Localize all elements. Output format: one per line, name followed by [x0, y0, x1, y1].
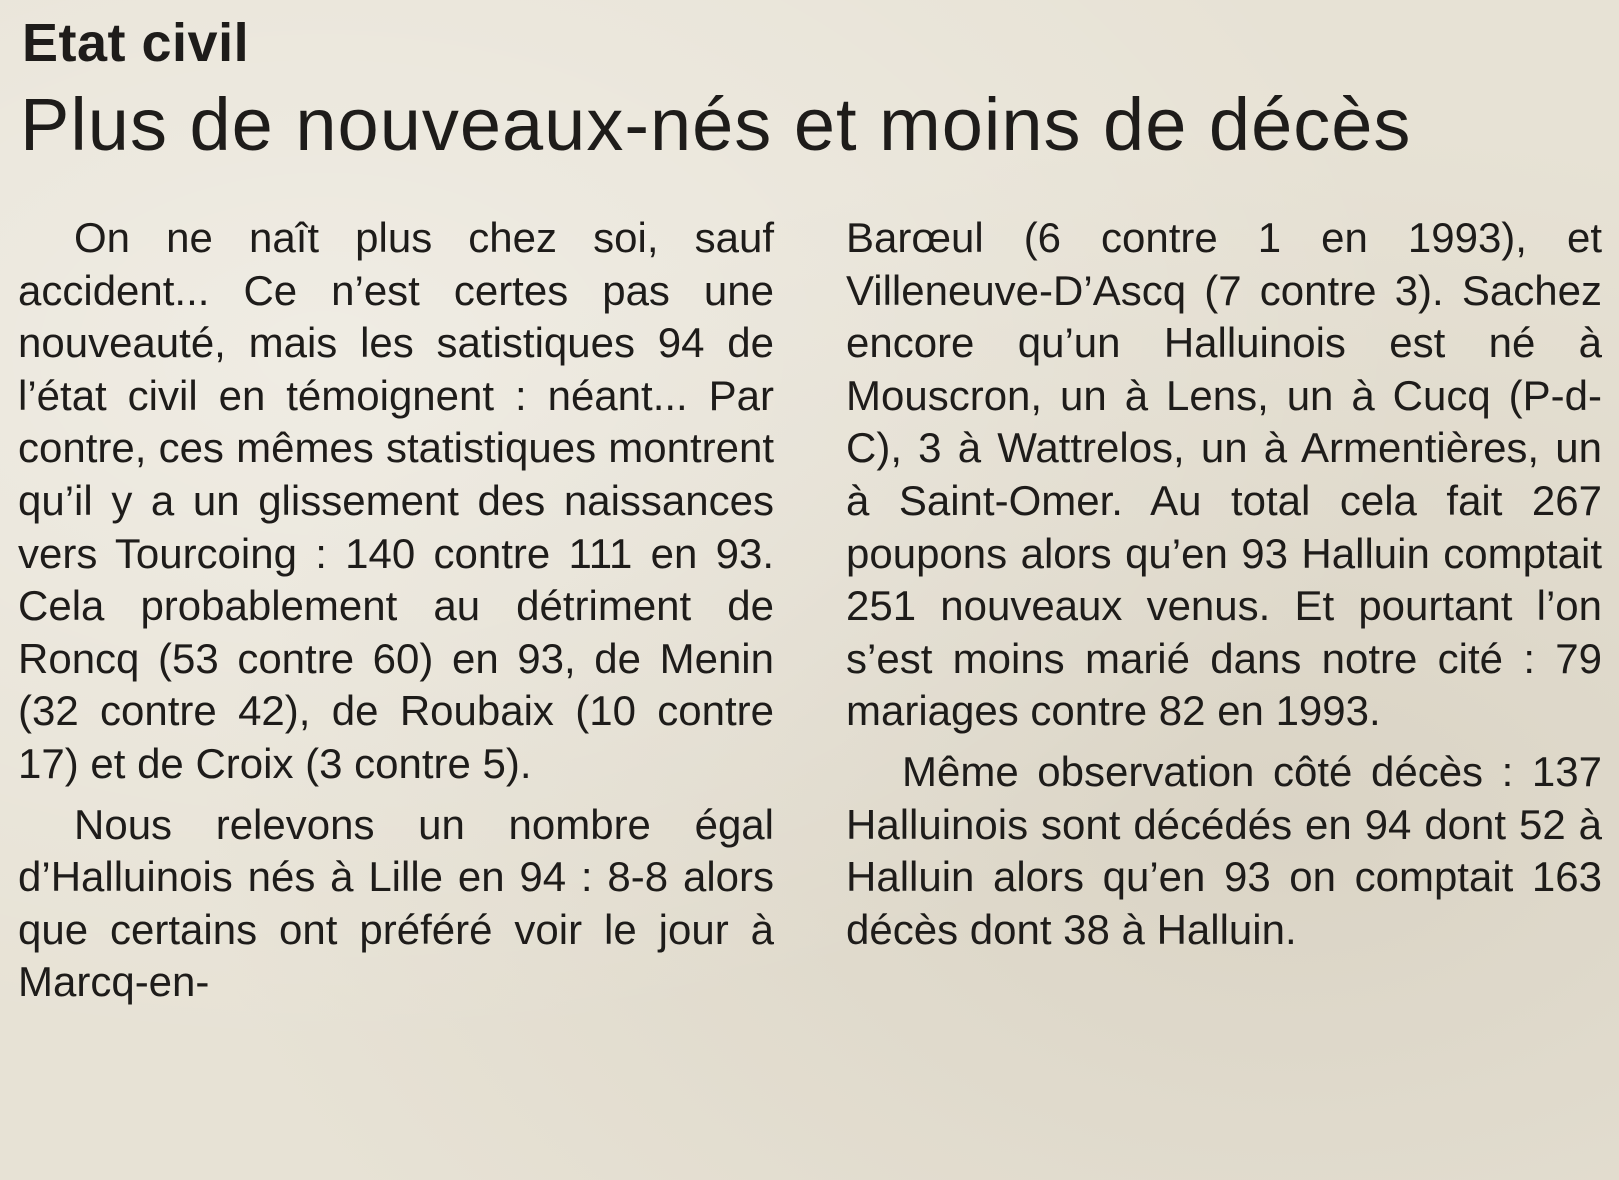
paragraph-births-tourcoing: On ne naît plus chez soi, sauf accident... Ce n’est certes pas une nouveauté, mais les satistiques 94 de l’état civil en témoignent : néant... Par contre, ces mêmes statistiques montrent qu’il y a un glissement des naissances vers Tourcoing : 140 contre 111 en 93. Cela probablement au détriment de Roncq (53 contre 60) en 93, de Menin (32 contre 42), de Roubaix (10 contre 17) et de Croix (3 contre 5).: [18, 214, 774, 787]
paragraph-deaths: Même observation côté décès : 137 Halluinois sont décédés en 94 dont 52 à Halluin alors qu’en 93 on comptait 163 décès dont 38 à Halluin.: [846, 747, 1602, 953]
article-headline: Plus de nouveaux-nés et moins de décès: [20, 83, 1412, 166]
newspaper-clipping: [18, 12, 1603, 1172]
article-column-left: [18, 212, 774, 1009]
section-kicker: Etat civil: [22, 13, 250, 73]
paragraph-births-lille: Nous relevons un nombre égal d’Halluinois nés à Lille en 94 : 8-8 alors que certains ont préféré voir le jour à Marcq-en-: [18, 800, 774, 1006]
paragraph-births-total: Barœul (6 contre 1 en 1993), et Villeneuve-D’Ascq (7 contre 3). Sachez encore qu’un Halluinois est né à Mouscron, un à Lens, un à Cucq (P-d-C), 3 à Wattrelos, un à Armentières, un à Saint-Omer. Au total cela fait 267 poupons alors qu’en 93 Halluin comptait 251 nouveaux venus. Et pourtant l’on s’est moins marié dans notre cité : 79 mariages contre 82 en 1993.: [846, 214, 1602, 735]
article-column-right: [846, 212, 1602, 956]
